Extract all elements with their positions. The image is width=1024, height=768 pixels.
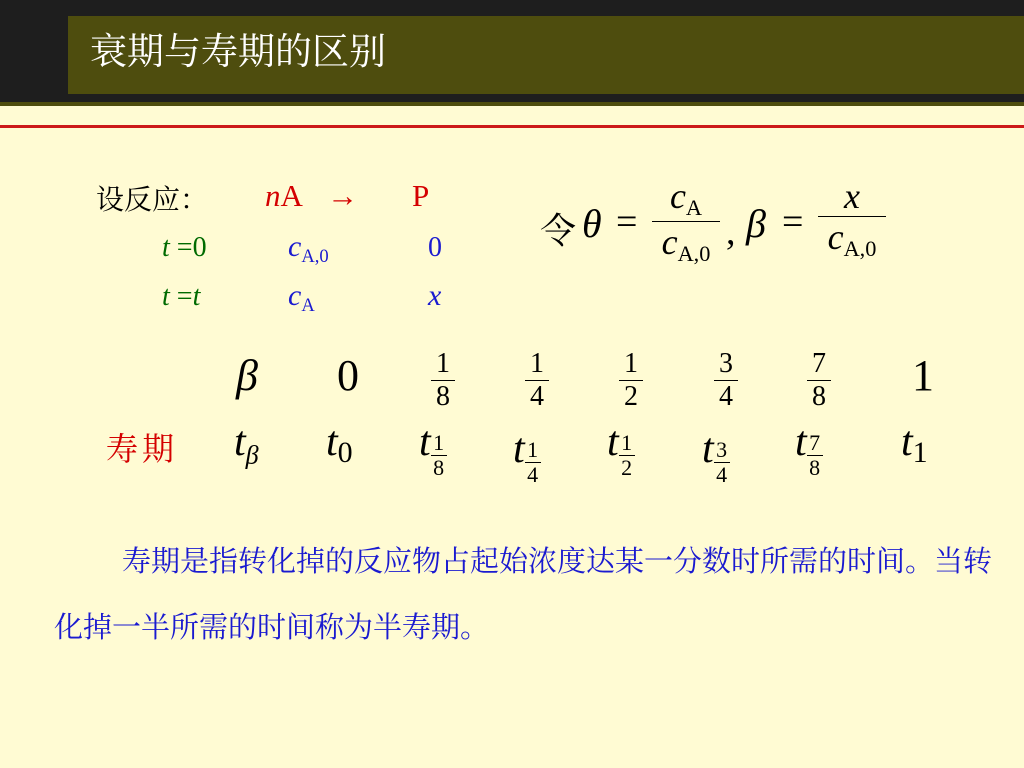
- theta-num-c: c: [669, 176, 686, 216]
- life-time-value: [702, 425, 730, 486]
- beta-value: 0: [337, 351, 359, 400]
- theta-den-c: c: [661, 222, 678, 263]
- fraction-numerator: 1: [530, 348, 544, 379]
- fraction-denominator: 8: [809, 455, 821, 480]
- beta-den-sub: A,0: [843, 236, 877, 262]
- fraction-denominator: 8: [433, 455, 445, 480]
- t-symbol: t: [901, 419, 913, 465]
- row2-c-symbol: c: [288, 279, 302, 312]
- life-time-value: [795, 418, 823, 479]
- fraction-numerator: 1: [527, 437, 539, 462]
- row1-t-symbol: t: [162, 232, 170, 263]
- life-time-value: [901, 418, 928, 470]
- beta-value-fraction: [807, 350, 831, 411]
- fraction-numerator: 3: [716, 437, 728, 462]
- explanation-paragraph: 寿期是指转化掉的反应物占起始浓度达某一分数时所需的时间。当转化掉一半所需的时间称为半寿期。: [54, 544, 993, 644]
- fraction-numerator: 1: [621, 430, 633, 455]
- beta-denominator: [828, 219, 877, 260]
- theta-numerator: [670, 178, 702, 219]
- row1-t-value: =0: [169, 232, 207, 263]
- life-time-value: [607, 418, 635, 479]
- t-symbol: t: [326, 419, 338, 465]
- red-divider: [0, 125, 1024, 128]
- fraction-numerator: 1: [624, 348, 638, 379]
- fraction-numerator: 7: [809, 430, 821, 455]
- beta-value-fraction: [714, 350, 738, 411]
- row2-t-symbol: t: [162, 281, 170, 312]
- t-subscript: 1: [912, 436, 928, 469]
- theta-symbol: θ: [582, 201, 602, 246]
- table-life-label: 寿期: [106, 430, 179, 468]
- table-t-beta: [234, 418, 259, 470]
- t-subscript-fraction: [714, 439, 730, 486]
- table-beta-label: β: [236, 351, 258, 400]
- t-subscript: 0: [337, 436, 353, 469]
- beta-numerator: x: [844, 176, 860, 216]
- t-beta-subscript: β: [245, 440, 259, 470]
- reaction-reactant: A: [280, 178, 302, 213]
- theta-num-sub: A: [685, 195, 703, 221]
- title-underline: [0, 102, 1024, 106]
- fraction-numerator: 7: [812, 348, 826, 379]
- t-symbol: t: [702, 426, 714, 472]
- row2-t-equals: =: [169, 281, 193, 312]
- row1-product-value: 0: [428, 232, 442, 263]
- beta-fraction: [818, 178, 886, 260]
- t-symbol: t: [419, 419, 431, 465]
- row1-concentration: [288, 230, 329, 268]
- beta-value: 1: [912, 351, 934, 400]
- reaction-equation: [265, 178, 358, 214]
- fraction-numerator: 1: [433, 430, 445, 455]
- fraction-denominator: 4: [716, 462, 728, 487]
- life-time-value: [326, 418, 353, 470]
- theta-fraction: [652, 178, 720, 266]
- equals-sign-2: =: [782, 201, 804, 243]
- t-subscript-fraction: [619, 432, 635, 479]
- row2-c-subscript: A: [301, 294, 315, 316]
- fraction-denominator: 4: [719, 381, 733, 412]
- fraction-denominator: 4: [530, 381, 544, 412]
- t-subscript-fraction: [807, 432, 823, 479]
- row1-c-symbol: c: [288, 230, 302, 263]
- row1-time: [162, 232, 207, 264]
- t-beta-symbol: t: [234, 419, 246, 465]
- row1-c-subscript: A,0: [301, 245, 329, 267]
- row2-time: [162, 281, 200, 313]
- t-symbol: t: [513, 426, 525, 472]
- beta-value-fraction: [525, 350, 549, 411]
- comma: ,: [726, 211, 736, 253]
- t-symbol: t: [607, 419, 619, 465]
- theta-den-sub: A,0: [677, 241, 711, 267]
- life-time-value: [419, 418, 447, 479]
- row2-t-value: t: [192, 281, 201, 312]
- reaction-product: P: [412, 178, 430, 213]
- reaction-coefficient: n: [265, 178, 281, 213]
- fraction-denominator: 8: [436, 381, 450, 412]
- reaction-arrow: →: [326, 178, 358, 213]
- t-subscript-fraction: [525, 439, 541, 486]
- row2-product-value: x: [428, 279, 442, 312]
- t-subscript-fraction: [431, 432, 447, 479]
- slide-title: 衰期与寿期的区别: [90, 30, 386, 73]
- title-box: [68, 16, 1024, 94]
- beta-value-fraction: [619, 350, 643, 411]
- row2-concentration: [288, 279, 315, 317]
- beta-symbol: β: [746, 201, 766, 246]
- fraction-denominator: 2: [624, 381, 638, 412]
- definition-ling: 令: [540, 211, 577, 252]
- fraction-numerator: 1: [436, 348, 450, 379]
- t-symbol: t: [795, 419, 807, 465]
- beta-den-c: c: [827, 217, 844, 257]
- reaction-label: 设反应：: [96, 183, 209, 216]
- fraction-numerator: 3: [719, 348, 733, 379]
- beta-value-fraction: [431, 350, 455, 411]
- fraction-denominator: 4: [527, 462, 539, 487]
- theta-denominator: [662, 224, 711, 265]
- fraction-denominator: 2: [621, 455, 633, 480]
- equals-sign-1: =: [616, 201, 638, 243]
- fraction-denominator: 8: [812, 381, 826, 412]
- life-time-value: [513, 425, 541, 486]
